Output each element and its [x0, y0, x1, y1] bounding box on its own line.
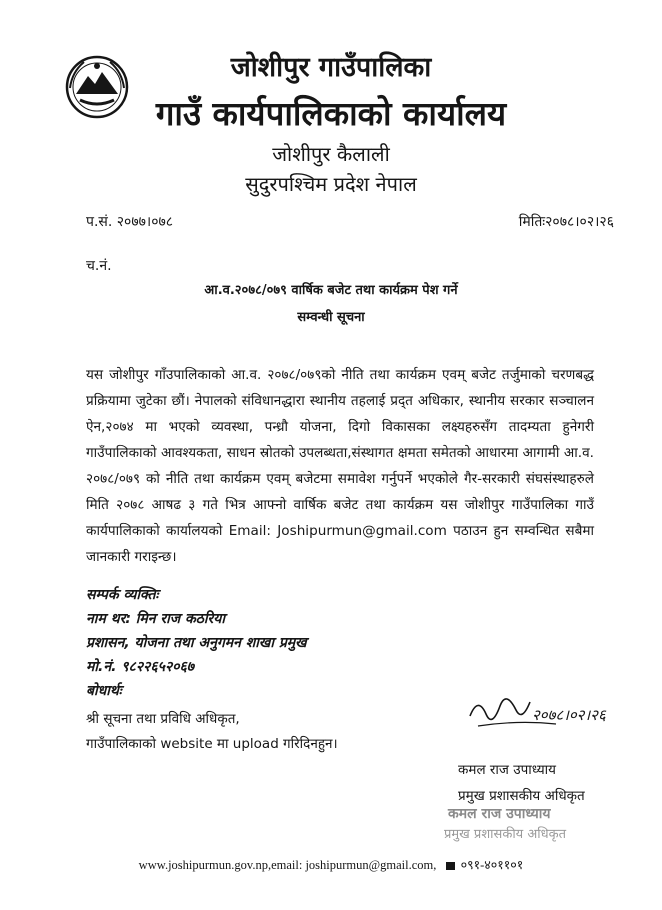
contact-role: प्रशासन, योजना तथा अनुगमन शाखा प्रमुख	[86, 635, 307, 651]
footer-phone: ०९१-४०११०१	[460, 858, 524, 872]
office-location: जोशीपुर कैलाली	[272, 142, 390, 166]
footer-contact	[0, 856, 662, 873]
cc-instruction: गाउँपालिकाको website मा upload गरिदिनहुन।	[86, 736, 338, 752]
phone-icon	[446, 862, 455, 870]
footer-web-email: www.joshipurmun.gov.np,email: joshipurmun@gmail.com,	[138, 858, 437, 872]
svg-text:प्रमुख प्रशासकीय अधिकृत: प्रमुख प्रशासकीय अधिकृत	[444, 827, 567, 842]
reference-number: प.सं. २०७७।०७८	[86, 214, 174, 230]
contact-heading: सम्पर्क व्यक्तिः	[86, 587, 159, 603]
contact-mobile: मो.नं. ९८२२६५२०६७	[86, 659, 195, 675]
office-province: सुदुरपश्चिम प्रदेश नेपाल	[245, 172, 417, 196]
svg-text:२०७८।०२।२६: २०७८।०२।२६	[532, 706, 606, 724]
office-name: गाउँ कार्यपालिकाको कार्यालय	[155, 94, 507, 133]
contact-name: नाम थर: मिन राज कठरिया	[86, 611, 226, 627]
subject-line-2: सम्वन्धी सूचना	[297, 310, 365, 325]
letter-date: मितिः२०७८।०२।२६	[518, 214, 614, 230]
signatory-name: कमल राज उपाध्याय	[458, 762, 557, 778]
cc-heading: बोधार्थः	[86, 683, 122, 699]
signatory-designation: प्रमुख प्रशासकीय अधिकृत	[458, 788, 585, 804]
notice-body: यस जोशीपुर गाँउपालिकाको आ.व. २०७८/०७९को नीति तथा कार्यक्रम एवम् बजेट तर्जुमाको चरणबद्ध प्रक्रियामा जुटेका छौं। नेपालको संविधानद्धारा स्थानीय तहलाई प्रद्त अधिकार, स्थानीय सरकार सञ्चालन ऐन,२०७४ मा भएको व्यवस्था, पन्ध्रौ योजना, दिगो विकासका लक्ष्यहरुसँग तादम्यता हुनेगरी गाउँपालिकाको आवश्यकता, साधन स्रोतको उपलब्धता,संस्थागत क्षमता समेतको आधारमा आगामी आ.व. २०७८/०७९ को नीति तथा कार्यक्रम एवम् बजेटमा समावेश गर्नुपर्ने भएकोले गैर-सरकारी संघसंस्थाहरुले मिति २०७८ आषढ ३ गते भित्र आफ्नो वार्षिक बजेट तथा कार्यक्रम यस जोशीपुर गाउँपालिका गाउँ कार्यपालिकाको कार्यालयको Email: Joshipurmun@gmail.com पठाउन हुन सम्वन्धित सबैमा जानकारी गराइन्छ।	[86, 367, 594, 565]
dispatch-number: च.नं.	[86, 258, 112, 274]
official-stamp	[440, 800, 610, 844]
signature-image	[458, 676, 606, 746]
subject-line-1: आ.व.२०७८/०७९ वार्षिक बजेट तथा कार्यक्रम पेश गर्ने	[204, 283, 458, 298]
municipality-name: जोशीपुर गाउँपालिका	[230, 52, 432, 83]
svg-text:कमल राज उपाध्याय: कमल राज उपाध्याय	[448, 806, 551, 822]
cc-recipient: श्री सूचना तथा प्रविधि अधिकृत,	[86, 711, 240, 727]
